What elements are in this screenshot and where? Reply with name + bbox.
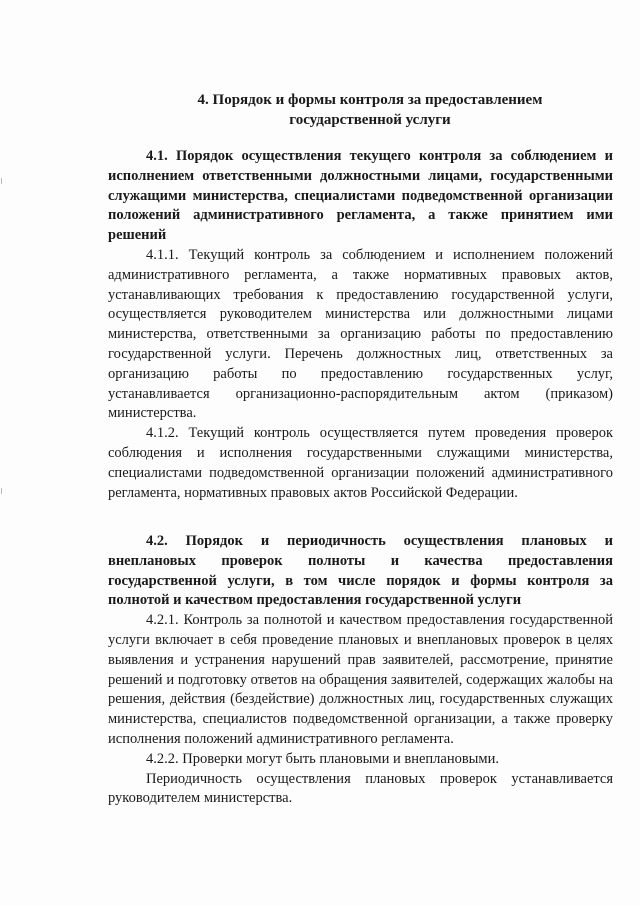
paragraph: 4.2.2. Проверки могут быть плановыми и внеплановыми. xyxy=(146,750,499,767)
paragraph: Периодичность осуществления плановых проверок устанавливается руководителем министерства. xyxy=(108,770,613,807)
subsection-4-1 xyxy=(108,147,613,503)
paragraph: 4.1.2. Текущий контроль осуществляется путем проведения проверок соблюдения и исполнения государственными служащими министерства, специалистами подведомственной организации положений административного регламента, нормативных правовых актов Российской Федерации. xyxy=(108,425,613,501)
subsection-heading: 4.1. Порядок осуществления текущего контроля за соблюдением и исполнением ответственными должностными лицами, государственными служащими министерства, специалистами подведомственной организации положений административного регламента, а также принятием ими решений xyxy=(108,148,613,244)
paragraph: 4.2.1. Контроль за полнотой и качеством предоставления государственной услуги включает в себя проведение плановых и внеплановых проверок в целях выявления и устранения нарушений прав заявителей, рассмотрение, принятие решений и подготовку ответов на обращения заявителей, содержащих жалобы на решения, действия (бездействие) должностных лиц, государственных служащих министерства, специалистов подведомственной организации, а также проверку исполнения положений административного регламента. xyxy=(108,612,613,747)
paragraph: 4.1.1. Текущий контроль за соблюдением и исполнением положений административного регламента, а также нормативных правовых актов, устанавливающих требования к предоставлению государственной услуги, осуществляется руководителем министерства или должностными лицами министерства, ответственными за организацию работы по предоставлению государственной услуги. Перечень должностных лиц, ответственных за организацию работы по предоставлению государственных услуг, устанавливается организационно-распорядительным актом (приказом) министерства. xyxy=(108,246,613,422)
scan-margin-mark xyxy=(1,178,2,184)
scan-margin-mark xyxy=(1,488,2,494)
section-title: 4. Порядок и формы контроля за предоставлением государственной услуги xyxy=(197,92,543,128)
subsection-4-2 xyxy=(108,532,613,809)
subsection-heading: 4.2. Порядок и периодичность осуществления плановых и внеплановых проверок полноты и качества предоставления государственной услуги, в том числе порядок и формы контроля за полнотой и качеством предоставления государственной услуги xyxy=(108,533,613,609)
